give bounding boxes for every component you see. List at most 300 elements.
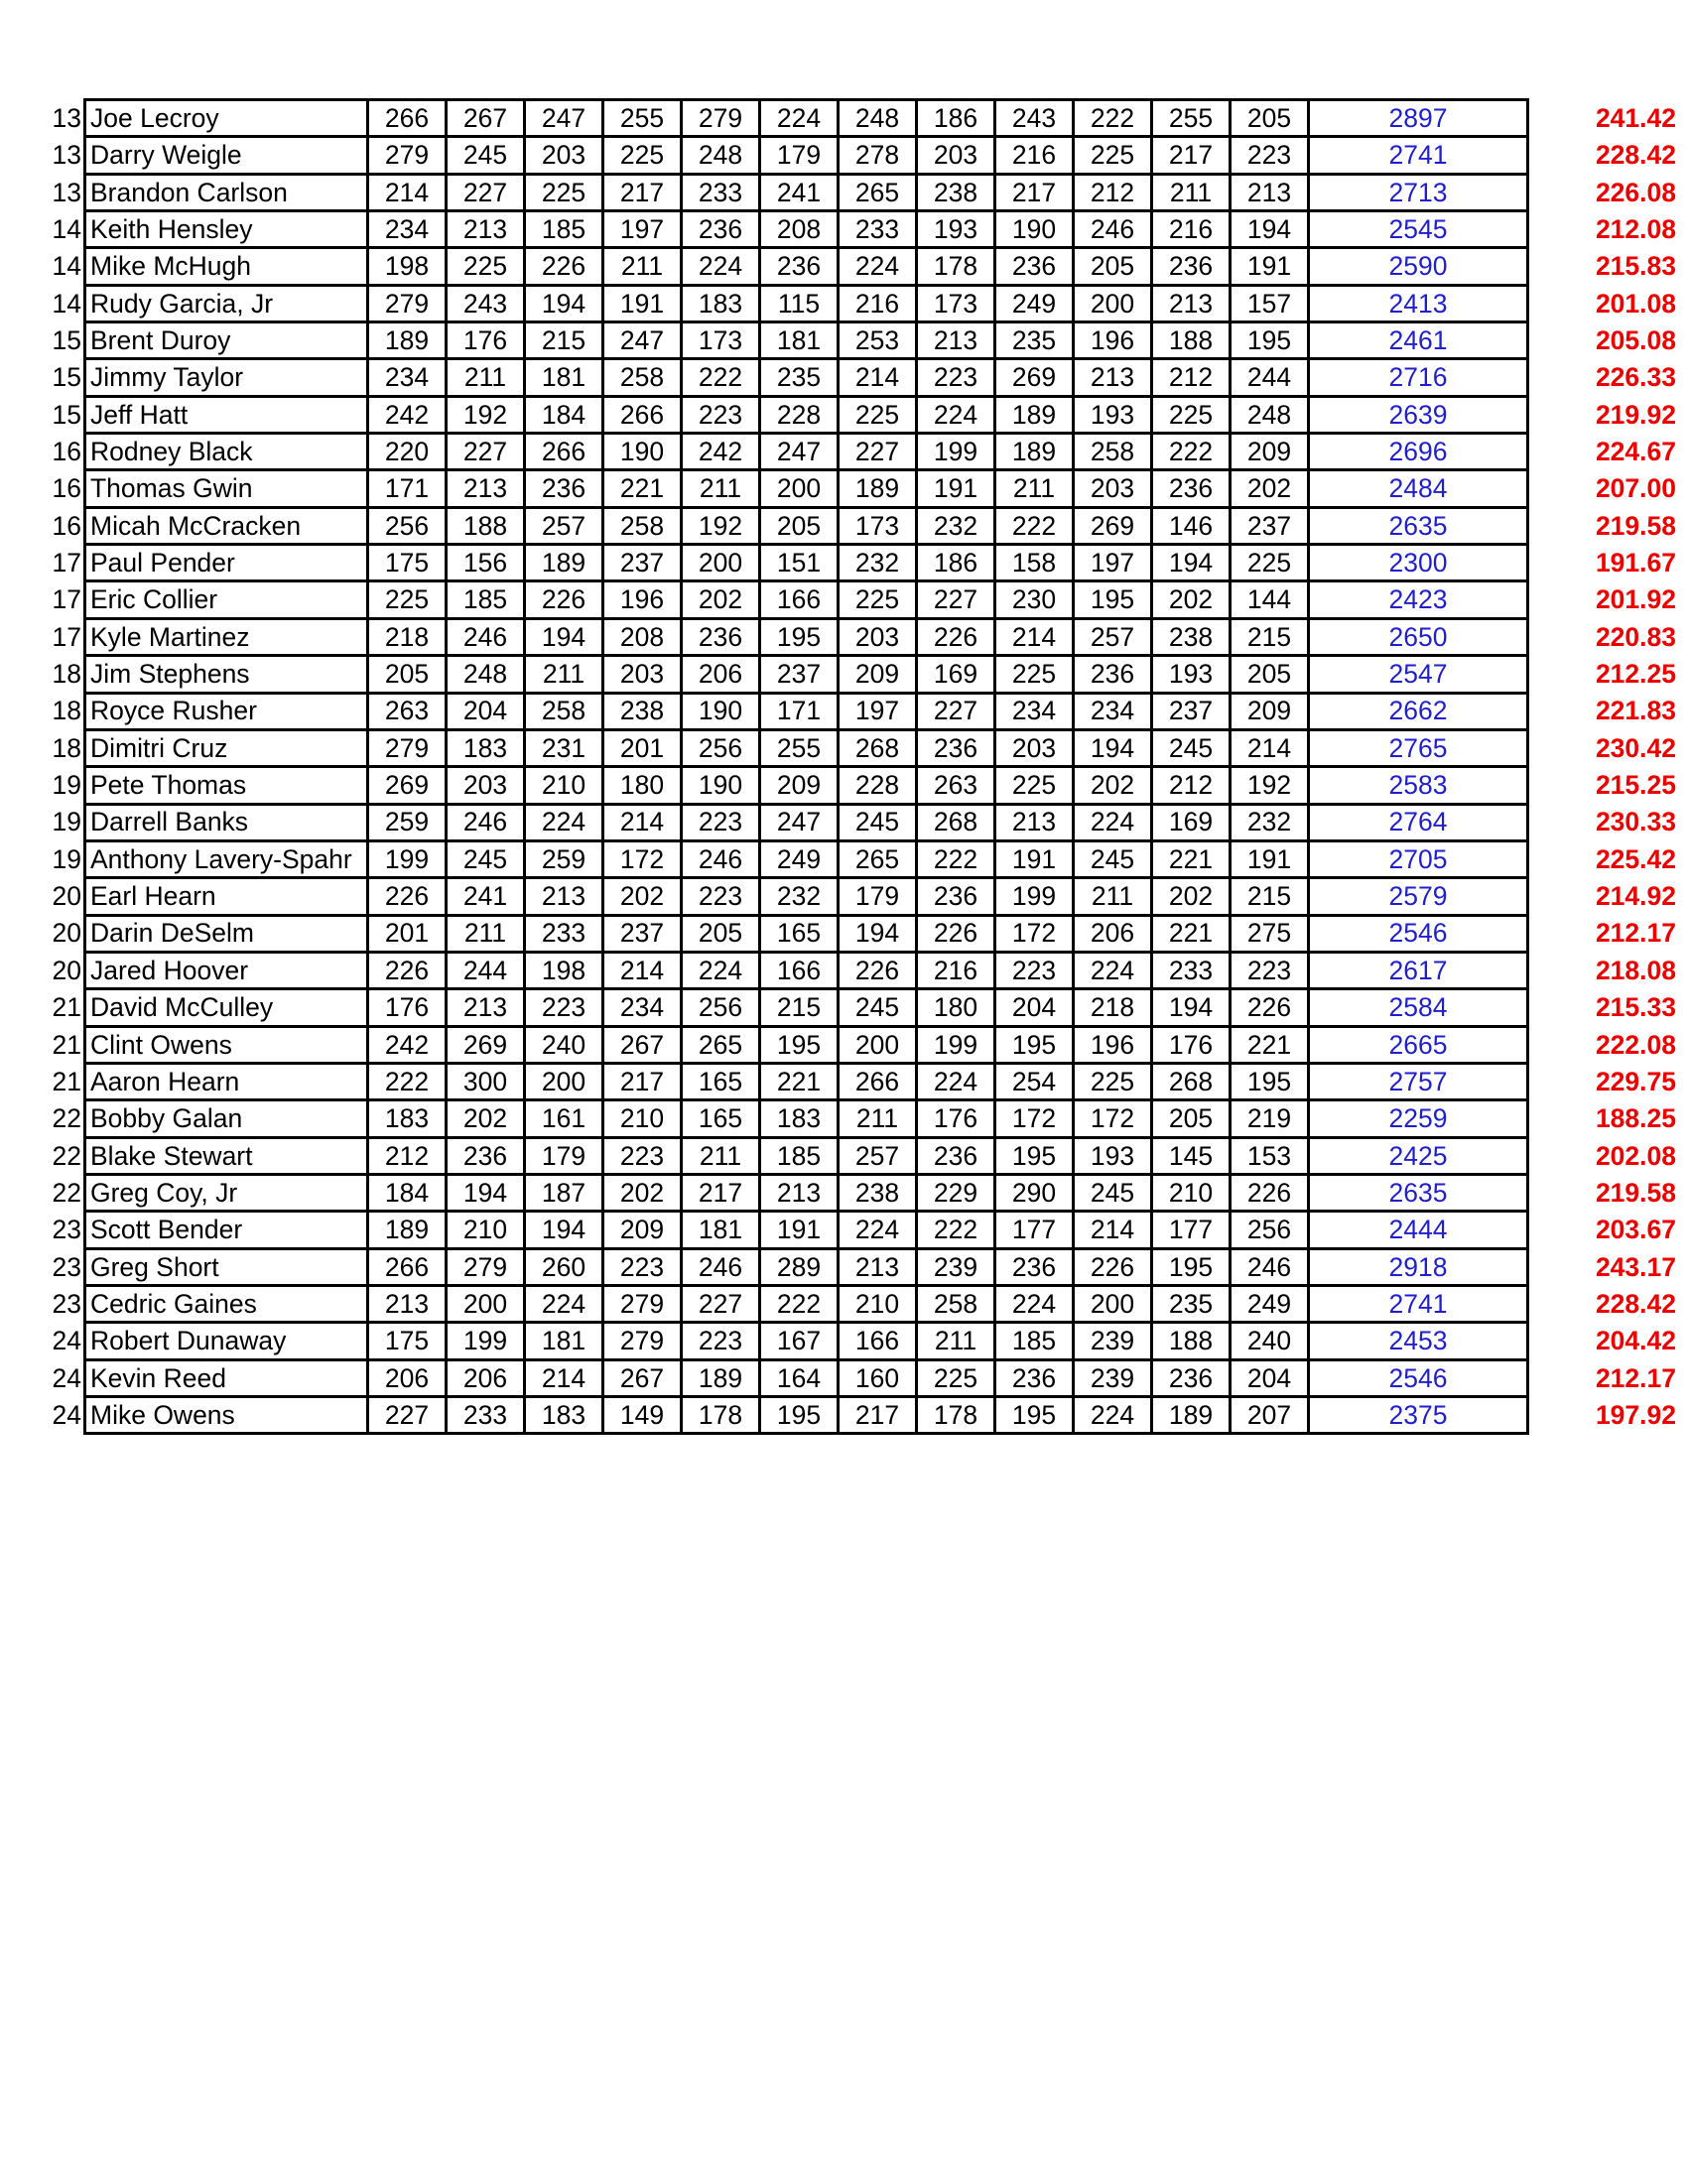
total-pins: 2918 — [1309, 1248, 1528, 1285]
game-score: 173 — [839, 507, 917, 544]
game-score: 190 — [682, 693, 760, 729]
game-score: 212 — [368, 1137, 447, 1174]
row-number: 21 — [52, 1066, 81, 1096]
game-score: 246 — [447, 618, 525, 655]
game-score: 218 — [368, 618, 447, 655]
game-score: 224 — [839, 248, 917, 285]
spacer — [1528, 470, 1570, 507]
bowler-name: Keith Hensley — [85, 211, 368, 248]
average: 228.42 — [1595, 140, 1676, 171]
game-score: 215 — [760, 989, 839, 1026]
average: 215.33 — [1595, 992, 1676, 1023]
game-score: 197 — [1074, 545, 1152, 581]
total-pins: 2741 — [1309, 1286, 1528, 1323]
bowler-name: Brent Duroy — [85, 322, 368, 359]
total-pins: 2635 — [1309, 1174, 1528, 1211]
game-score: 160 — [839, 1359, 917, 1396]
game-score: 239 — [917, 1248, 995, 1285]
bowler-name: Mike McHugh — [85, 248, 368, 285]
game-score: 242 — [368, 1026, 447, 1063]
game-score: 191 — [995, 840, 1074, 877]
row-number: 13 — [52, 140, 81, 171]
spacer — [1528, 804, 1570, 840]
game-score: 236 — [682, 618, 760, 655]
game-score: 236 — [995, 1248, 1074, 1285]
total-pins: 2662 — [1309, 693, 1528, 729]
row-number: 20 — [52, 955, 81, 985]
game-score: 222 — [368, 1063, 447, 1099]
game-score: 226 — [839, 952, 917, 988]
game-score: 239 — [1074, 1323, 1152, 1359]
total-pins: 2705 — [1309, 840, 1528, 877]
game-score: 203 — [917, 137, 995, 174]
game-score: 205 — [1231, 656, 1309, 693]
game-score: 198 — [368, 248, 447, 285]
game-score: 185 — [760, 1137, 839, 1174]
game-score: 233 — [839, 211, 917, 248]
game-score: 209 — [1231, 693, 1309, 729]
game-score: 193 — [1074, 396, 1152, 433]
average: 219.92 — [1595, 399, 1676, 430]
average: 230.33 — [1595, 807, 1676, 837]
game-score: 225 — [917, 1359, 995, 1396]
game-score: 234 — [995, 693, 1074, 729]
game-score: 217 — [995, 174, 1074, 210]
game-score: 214 — [1074, 1212, 1152, 1248]
game-score: 240 — [525, 1026, 603, 1063]
game-score: 176 — [917, 1100, 995, 1137]
game-score: 229 — [917, 1174, 995, 1211]
game-score: 227 — [917, 581, 995, 618]
game-score: 181 — [525, 359, 603, 396]
average: 191.67 — [1595, 548, 1676, 578]
average: 241.42 — [1595, 102, 1676, 133]
game-score: 267 — [447, 100, 525, 137]
bowler-name: Thomas Gwin — [85, 470, 368, 507]
game-score: 199 — [917, 434, 995, 470]
game-score: 224 — [839, 1212, 917, 1248]
game-score: 179 — [525, 1137, 603, 1174]
game-score: 240 — [1231, 1323, 1309, 1359]
game-score: 156 — [447, 545, 525, 581]
game-score: 242 — [682, 434, 760, 470]
game-score: 198 — [525, 952, 603, 988]
game-score: 177 — [1152, 1212, 1231, 1248]
bowler-name: Scott Bender — [85, 1212, 368, 1248]
game-score: 263 — [368, 693, 447, 729]
spacer — [1528, 359, 1570, 396]
game-score: 208 — [760, 211, 839, 248]
game-score: 178 — [917, 248, 995, 285]
game-score: 210 — [447, 1212, 525, 1248]
bowler-name: Mike Owens — [85, 1397, 368, 1434]
average: 203.67 — [1595, 1215, 1676, 1245]
average: 212.25 — [1595, 659, 1676, 690]
game-score: 235 — [1152, 1286, 1231, 1323]
game-score: 233 — [525, 915, 603, 952]
total-pins: 2545 — [1309, 211, 1528, 248]
total-pins: 2259 — [1309, 1100, 1528, 1137]
game-score: 235 — [995, 322, 1074, 359]
game-score: 279 — [603, 1323, 682, 1359]
spacer — [1528, 174, 1570, 210]
game-score: 265 — [839, 840, 917, 877]
game-score: 221 — [760, 1063, 839, 1099]
game-score: 279 — [368, 729, 447, 766]
game-score: 211 — [839, 1100, 917, 1137]
game-score: 244 — [1231, 359, 1309, 396]
game-score: 223 — [917, 359, 995, 396]
game-score: 233 — [447, 1397, 525, 1434]
game-score: 205 — [1152, 1100, 1231, 1137]
game-score: 241 — [760, 174, 839, 210]
game-score: 266 — [603, 396, 682, 433]
game-score: 195 — [1231, 322, 1309, 359]
game-score: 145 — [1152, 1137, 1231, 1174]
game-score: 214 — [603, 804, 682, 840]
spacer — [1528, 581, 1570, 618]
row-number: 21 — [52, 1029, 81, 1060]
game-score: 235 — [760, 359, 839, 396]
game-score: 234 — [368, 359, 447, 396]
game-score: 183 — [447, 729, 525, 766]
game-score: 210 — [525, 767, 603, 804]
game-score: 225 — [1074, 1063, 1152, 1099]
game-score: 211 — [447, 915, 525, 952]
row-number: 13 — [52, 177, 81, 207]
total-pins: 2375 — [1309, 1397, 1528, 1434]
game-score: 195 — [995, 1026, 1074, 1063]
table-row — [38, 100, 1676, 137]
game-score: 189 — [368, 322, 447, 359]
game-score: 203 — [839, 618, 917, 655]
table-row — [38, 804, 1676, 840]
average: 197.92 — [1595, 1399, 1676, 1430]
total-pins: 2413 — [1309, 285, 1528, 321]
game-score: 226 — [368, 878, 447, 915]
table-row — [38, 434, 1676, 470]
game-score: 195 — [1152, 1248, 1231, 1285]
total-pins: 2461 — [1309, 322, 1528, 359]
game-score: 232 — [760, 878, 839, 915]
spacer — [1528, 618, 1570, 655]
game-score: 245 — [1074, 840, 1152, 877]
game-score: 236 — [917, 878, 995, 915]
game-score: 200 — [760, 470, 839, 507]
average: 219.58 — [1595, 510, 1676, 541]
table-row — [38, 396, 1676, 433]
total-pins: 2650 — [1309, 618, 1528, 655]
game-score: 210 — [603, 1100, 682, 1137]
game-score: 185 — [525, 211, 603, 248]
average: 215.83 — [1595, 251, 1676, 282]
game-score: 263 — [917, 767, 995, 804]
game-score: 243 — [447, 285, 525, 321]
row-number: 19 — [52, 770, 81, 801]
game-score: 194 — [839, 915, 917, 952]
game-score: 217 — [682, 1174, 760, 1211]
game-score: 214 — [525, 1359, 603, 1396]
game-score: 269 — [1074, 507, 1152, 544]
game-score: 219 — [1231, 1100, 1309, 1137]
game-score: 248 — [1231, 396, 1309, 433]
game-score: 236 — [995, 1359, 1074, 1396]
table-row — [38, 952, 1676, 988]
game-score: 236 — [760, 248, 839, 285]
game-score: 245 — [839, 989, 917, 1026]
table-row — [38, 729, 1676, 766]
game-score: 225 — [525, 174, 603, 210]
game-score: 245 — [1074, 1174, 1152, 1211]
bowler-name: Cedric Gaines — [85, 1286, 368, 1323]
game-score: 218 — [1074, 989, 1152, 1026]
bowler-name: Dimitri Cruz — [85, 729, 368, 766]
total-pins: 2716 — [1309, 359, 1528, 396]
game-score: 236 — [525, 470, 603, 507]
table-row — [38, 507, 1676, 544]
spacer — [1528, 656, 1570, 693]
average: 220.83 — [1595, 621, 1676, 652]
game-score: 199 — [917, 1026, 995, 1063]
game-score: 194 — [447, 1174, 525, 1211]
game-score: 195 — [995, 1397, 1074, 1434]
table-row — [38, 767, 1676, 804]
row-number: 15 — [52, 399, 81, 430]
table-row — [38, 470, 1676, 507]
game-score: 200 — [1074, 1286, 1152, 1323]
game-score: 199 — [368, 840, 447, 877]
game-score: 214 — [995, 618, 1074, 655]
game-score: 202 — [1152, 878, 1231, 915]
table-row — [38, 693, 1676, 729]
game-score: 246 — [1231, 1248, 1309, 1285]
game-score: 258 — [603, 507, 682, 544]
game-score: 224 — [1074, 952, 1152, 988]
spacer — [1528, 1323, 1570, 1359]
game-score: 247 — [760, 804, 839, 840]
game-score: 226 — [1231, 1174, 1309, 1211]
average: 202.08 — [1595, 1140, 1676, 1171]
game-score: 237 — [1231, 507, 1309, 544]
total-pins: 2713 — [1309, 174, 1528, 210]
game-score: 255 — [603, 100, 682, 137]
game-score: 209 — [760, 767, 839, 804]
game-score: 202 — [603, 878, 682, 915]
game-score: 222 — [917, 1212, 995, 1248]
game-score: 211 — [447, 359, 525, 396]
game-score: 221 — [1152, 840, 1231, 877]
game-score: 209 — [603, 1212, 682, 1248]
table-row — [38, 1137, 1676, 1174]
game-score: 206 — [368, 1359, 447, 1396]
row-number: 17 — [52, 584, 81, 615]
game-score: 230 — [995, 581, 1074, 618]
game-score: 227 — [839, 434, 917, 470]
row-number: 18 — [52, 696, 81, 726]
game-score: 183 — [368, 1100, 447, 1137]
game-score: 166 — [839, 1323, 917, 1359]
game-score: 216 — [839, 285, 917, 321]
row-number: 24 — [52, 1399, 81, 1430]
game-score: 217 — [603, 174, 682, 210]
game-score: 200 — [682, 545, 760, 581]
total-pins: 2444 — [1309, 1212, 1528, 1248]
game-score: 223 — [682, 396, 760, 433]
game-score: 238 — [1152, 618, 1231, 655]
game-score: 211 — [682, 470, 760, 507]
game-score: 278 — [839, 137, 917, 174]
game-score: 195 — [1231, 1063, 1309, 1099]
game-score: 191 — [917, 470, 995, 507]
game-score: 279 — [447, 1248, 525, 1285]
game-score: 171 — [368, 470, 447, 507]
game-score: 221 — [1231, 1026, 1309, 1063]
game-score: 259 — [368, 804, 447, 840]
game-score: 171 — [760, 693, 839, 729]
game-score: 146 — [1152, 507, 1231, 544]
game-score: 225 — [603, 137, 682, 174]
bowler-name: Jared Hoover — [85, 952, 368, 988]
spacer — [1528, 396, 1570, 433]
average: 201.92 — [1595, 584, 1676, 615]
average: 188.25 — [1595, 1103, 1676, 1134]
game-score: 236 — [447, 1137, 525, 1174]
game-score: 290 — [995, 1174, 1074, 1211]
game-score: 213 — [995, 804, 1074, 840]
game-score: 257 — [1074, 618, 1152, 655]
game-score: 203 — [1074, 470, 1152, 507]
game-score: 225 — [995, 656, 1074, 693]
total-pins: 2897 — [1309, 100, 1528, 137]
game-score: 255 — [760, 729, 839, 766]
game-score: 245 — [839, 804, 917, 840]
game-score: 144 — [1231, 581, 1309, 618]
bowler-name: Bobby Galan — [85, 1100, 368, 1137]
game-score: 157 — [1231, 285, 1309, 321]
total-pins: 2453 — [1309, 1323, 1528, 1359]
game-score: 183 — [682, 285, 760, 321]
game-score: 267 — [603, 1026, 682, 1063]
game-score: 223 — [995, 952, 1074, 988]
bowler-name: Pete Thomas — [85, 767, 368, 804]
table-row — [38, 359, 1676, 396]
game-score: 180 — [603, 767, 682, 804]
game-score: 202 — [1231, 470, 1309, 507]
game-score: 211 — [1074, 878, 1152, 915]
game-score: 234 — [368, 211, 447, 248]
game-score: 256 — [682, 729, 760, 766]
bowler-name: Robert Dunaway — [85, 1323, 368, 1359]
bowler-name: Blake Stewart — [85, 1137, 368, 1174]
game-score: 236 — [1152, 1359, 1231, 1396]
game-score: 236 — [1152, 470, 1231, 507]
game-score: 256 — [1231, 1212, 1309, 1248]
game-score: 215 — [1231, 878, 1309, 915]
game-score: 213 — [917, 322, 995, 359]
game-score: 115 — [760, 285, 839, 321]
game-score: 236 — [995, 248, 1074, 285]
game-score: 212 — [1152, 767, 1231, 804]
total-pins: 2579 — [1309, 878, 1528, 915]
game-score: 225 — [1152, 396, 1231, 433]
table-row — [38, 618, 1676, 655]
spacer — [1528, 767, 1570, 804]
game-score: 169 — [917, 656, 995, 693]
game-score: 214 — [1231, 729, 1309, 766]
game-score: 192 — [682, 507, 760, 544]
row-number: 14 — [52, 251, 81, 282]
game-score: 222 — [1074, 100, 1152, 137]
game-score: 199 — [447, 1323, 525, 1359]
game-score: 233 — [1152, 952, 1231, 988]
row-number: 23 — [52, 1251, 81, 1282]
average: 230.42 — [1595, 732, 1676, 763]
game-score: 165 — [760, 915, 839, 952]
table-row — [38, 1100, 1676, 1137]
game-score: 205 — [682, 915, 760, 952]
row-number: 20 — [52, 881, 81, 912]
row-number: 24 — [52, 1326, 81, 1356]
game-score: 223 — [682, 804, 760, 840]
game-score: 211 — [917, 1323, 995, 1359]
total-pins: 2635 — [1309, 507, 1528, 544]
row-number: 18 — [52, 659, 81, 690]
game-score: 232 — [1231, 804, 1309, 840]
game-score: 201 — [603, 729, 682, 766]
game-score: 179 — [839, 878, 917, 915]
table-row — [38, 1174, 1676, 1211]
game-score: 249 — [760, 840, 839, 877]
game-score: 224 — [525, 804, 603, 840]
table-row — [38, 211, 1676, 248]
spacer — [1528, 840, 1570, 877]
game-score: 225 — [1231, 545, 1309, 581]
game-score: 258 — [1074, 434, 1152, 470]
game-score: 183 — [760, 1100, 839, 1137]
game-score: 223 — [603, 1248, 682, 1285]
bowler-name: Paul Pender — [85, 545, 368, 581]
game-score: 224 — [682, 248, 760, 285]
game-score: 249 — [995, 285, 1074, 321]
total-pins: 2423 — [1309, 581, 1528, 618]
game-score: 223 — [682, 878, 760, 915]
bowler-name: Anthony Lavery-Spahr — [85, 840, 368, 877]
game-score: 191 — [603, 285, 682, 321]
game-score: 190 — [682, 767, 760, 804]
game-score: 238 — [603, 693, 682, 729]
game-score: 192 — [447, 396, 525, 433]
game-score: 254 — [995, 1063, 1074, 1099]
game-score: 232 — [839, 545, 917, 581]
spacer — [1528, 545, 1570, 581]
game-score: 279 — [682, 100, 760, 137]
scores-table — [38, 98, 1678, 1435]
total-pins: 2590 — [1309, 248, 1528, 285]
average: 201.08 — [1595, 288, 1676, 319]
game-score: 236 — [1074, 656, 1152, 693]
total-pins: 2757 — [1309, 1063, 1528, 1099]
game-score: 244 — [447, 952, 525, 988]
game-score: 208 — [603, 618, 682, 655]
game-score: 221 — [1152, 915, 1231, 952]
game-score: 179 — [760, 137, 839, 174]
game-score: 173 — [682, 322, 760, 359]
game-score: 226 — [917, 915, 995, 952]
game-score: 211 — [603, 248, 682, 285]
game-score: 212 — [1074, 174, 1152, 210]
game-score: 211 — [1152, 174, 1231, 210]
game-score: 268 — [1152, 1063, 1231, 1099]
